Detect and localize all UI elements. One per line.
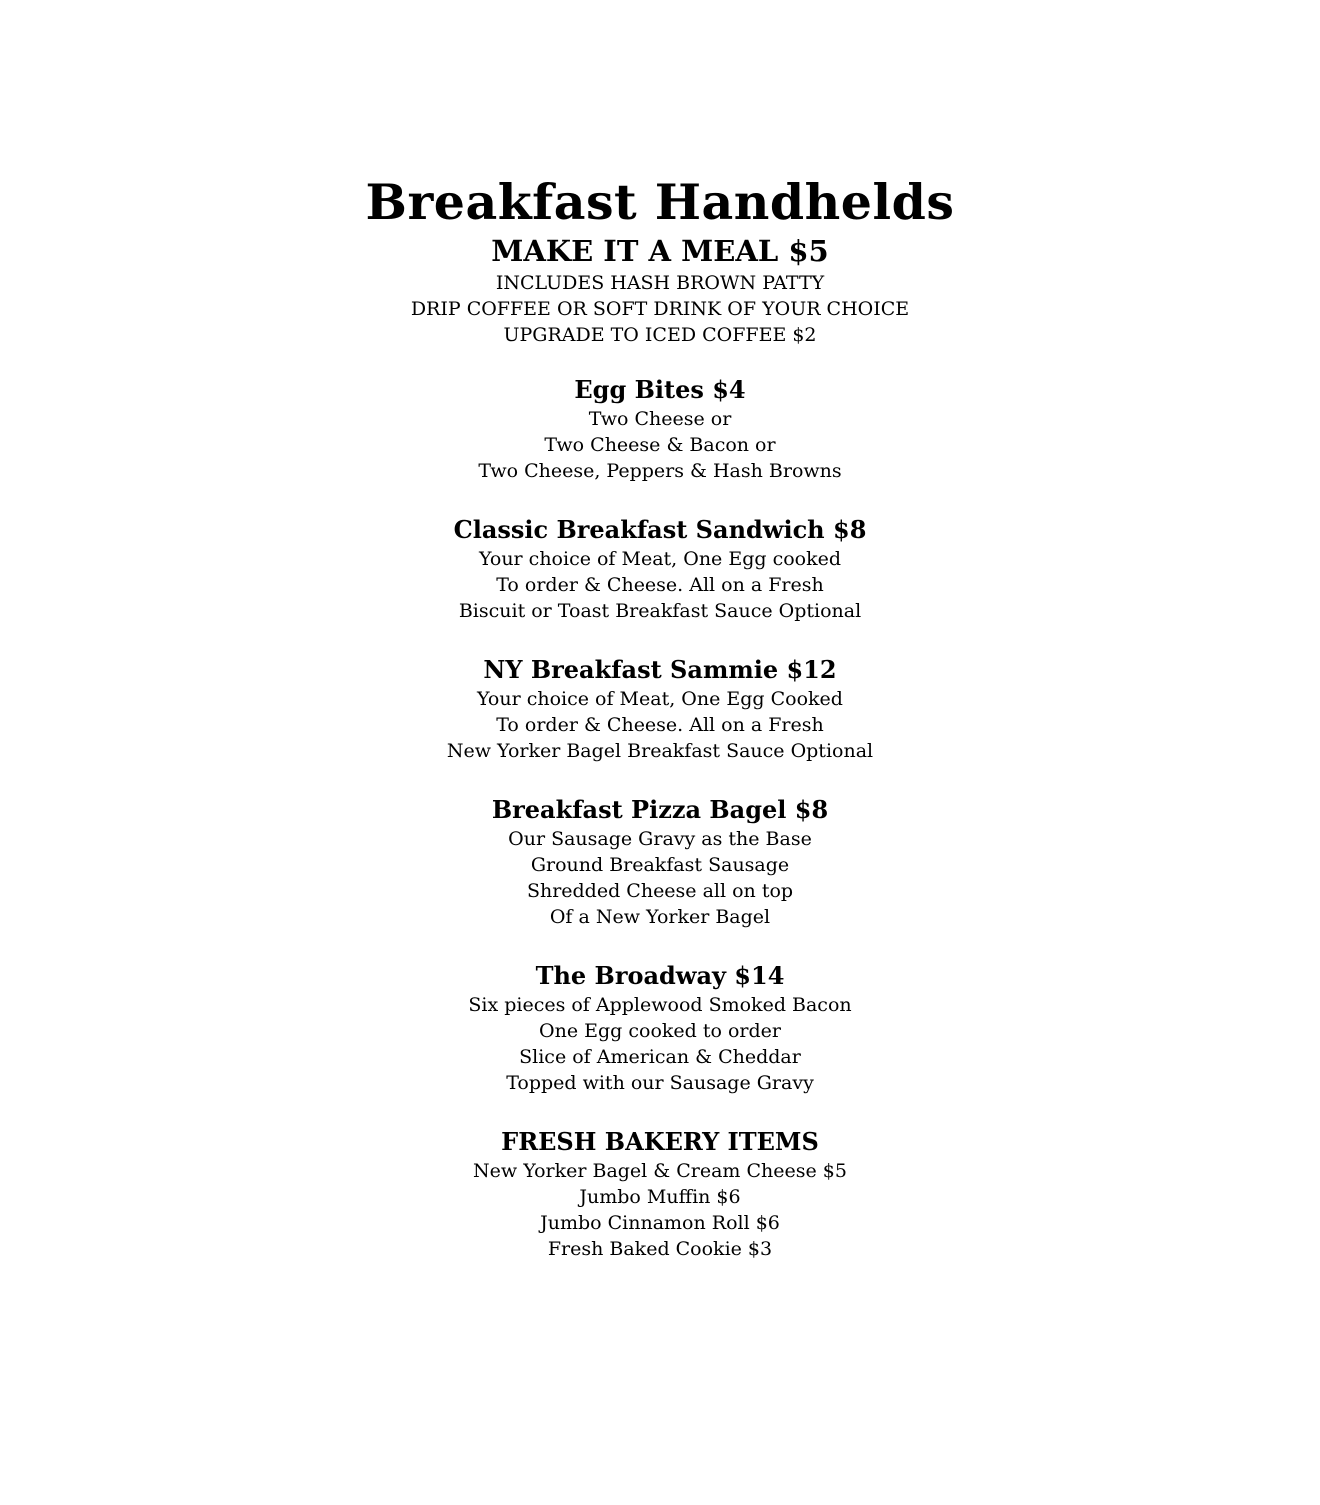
fresh-bakery-items [0, 1126, 1320, 1262]
meal-note-line: INCLUDES HASH BROWN PATTY [495, 272, 825, 294]
menu-item-description-line: New Yorker Bagel Breakfast Sauce Optional [446, 740, 874, 762]
menu-item-the-broadway [0, 960, 1320, 1096]
bakery-item-line: New Yorker Bagel & Cream Cheese $5 [473, 1160, 847, 1182]
menu-item-heading: NY Breakfast Sammie $12 [483, 655, 837, 684]
make-it-a-meal-heading: MAKE IT A MEAL $5 [491, 234, 829, 268]
menu-item-breakfast-pizza-bagel [0, 794, 1320, 930]
menu-item-description-line: Our Sausage Gravy as the Base [508, 828, 812, 850]
bakery-item-line: Fresh Baked Cookie $3 [547, 1238, 773, 1260]
meal-notes [0, 270, 1320, 348]
meal-note-line: UPGRADE TO ICED COFFEE $2 [503, 324, 817, 346]
menu-item-description-line: Slice of American & Cheddar [519, 1046, 801, 1068]
menu-item-ny-breakfast-sammie [0, 654, 1320, 764]
menu-item-description-line: Topped with our Sausage Gravy [506, 1072, 814, 1094]
menu-item-description-line: Two Cheese, Peppers & Hash Browns [478, 460, 842, 482]
menu-item-description-line: Two Cheese & Bacon or [544, 434, 776, 456]
menu-item-description-line: Two Cheese or [588, 408, 732, 430]
menu [0, 172, 1320, 1292]
menu-item-description-line: One Egg cooked to order [539, 1020, 781, 1042]
menu-item-description-line: Your choice of Meat, One Egg cooked [478, 548, 842, 570]
bakery-item-line: Jumbo Cinnamon Roll $6 [540, 1212, 780, 1234]
bakery-heading: FRESH BAKERY ITEMS [501, 1127, 819, 1156]
menu-item-description-line: Shredded Cheese all on top [526, 880, 794, 902]
menu-item-heading: The Broadway $14 [535, 961, 785, 990]
menu-item-heading: Breakfast Pizza Bagel $8 [491, 795, 829, 824]
menu-title: Breakfast Handhelds [365, 173, 955, 231]
menu-item-egg-bites [0, 374, 1320, 484]
menu-item-heading: Classic Breakfast Sandwich $8 [453, 515, 867, 544]
menu-item-description-line: Biscuit or Toast Breakfast Sauce Optional [458, 600, 862, 622]
menu-item-description-line: To order & Cheese. All on a Fresh [496, 574, 824, 596]
menu-item-classic-breakfast-sandwich [0, 514, 1320, 624]
menu-item-description-line: Ground Breakfast Sausage [530, 854, 790, 876]
menu-item-heading: Egg Bites $4 [574, 375, 746, 404]
menu-item-description-line: To order & Cheese. All on a Fresh [496, 714, 824, 736]
meal-note-line: DRIP COFFEE OR SOFT DRINK OF YOUR CHOICE [410, 298, 910, 320]
bakery-item-line: Jumbo Muffin $6 [579, 1186, 741, 1208]
menu-item-description-line: Six pieces of Applewood Smoked Bacon [468, 994, 852, 1016]
menu-item-description-line: Your choice of Meat, One Egg Cooked [477, 688, 843, 710]
menu-item-description-line: Of a New Yorker Bagel [549, 906, 771, 928]
